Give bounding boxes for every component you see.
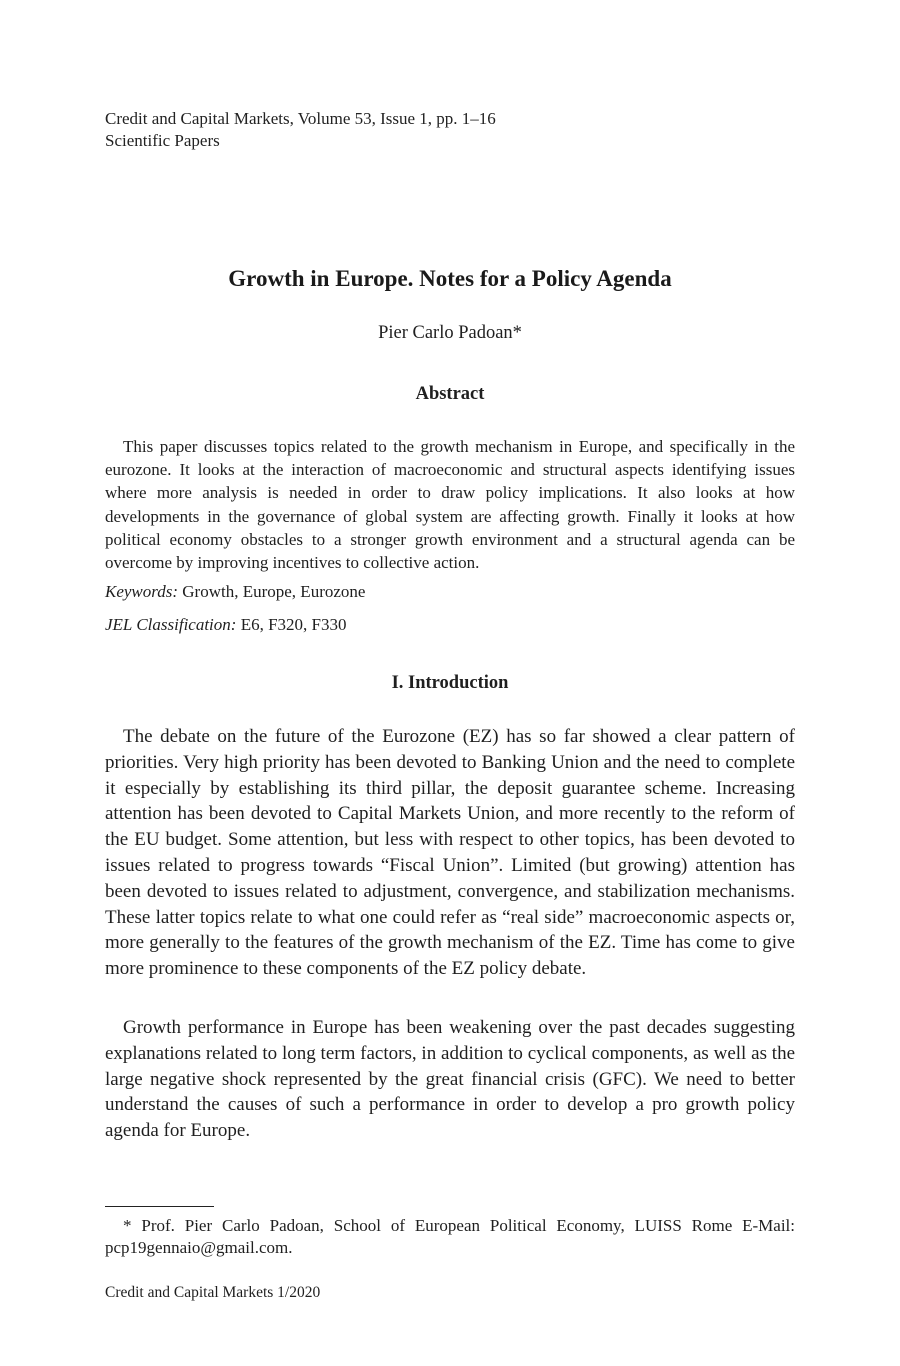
jel-value: E6, F320, F330: [236, 615, 347, 634]
keywords-value: Growth, Europe, Eurozone: [178, 582, 366, 601]
author-name: Pier Carlo Padoan*: [378, 323, 522, 343]
page-footer: Credit and Capital Markets 1/2020: [105, 1284, 321, 1301]
section-heading-introduction: I. Introduction: [391, 673, 509, 693]
abstract-heading: Abstract: [415, 384, 485, 404]
jel-classification-line: [105, 614, 795, 636]
abstract-text: This paper discusses topics related to the growth mechanism in Europe, and specifically in the eurozone. It looks at the interaction of macroeconomic and structural aspects identifying issues where more analysis is needed in order to draw policy implications. It also looks at how developments in the governance of global system are affecting growth. Finally it looks at how political economy obstacles to a stronger growth environment and a structural agenda can be overcome by improving incentives to collective action.: [105, 437, 795, 573]
body-paragraph: The debate on the future of the Eurozone (EZ) has so far showed a clear pattern of priorities. Very high priority has been devoted to Banking Union and the need to complete it especially by establishing its third pillar, the deposit guarantee scheme. Increasing attention has been devoted to Capital Markets Union, and more recently to the reform of the EU budget. Some attention, but less with respect to other topics, has been devoted to issues related to progress towards “Fiscal Union”. Limited (but growing) attention has been devoted to issues related to adjustment, convergence, and stabilization mechanisms. These latter topics relate to what one could refer as “real side” macroeconomic aspects or, more generally to the features of the growth mechanism of the EZ. Time has come to give more prominence to these components of the EZ policy debate.: [105, 726, 795, 980]
footnote-divider: [105, 1206, 214, 1207]
jel-label: JEL Classification:: [105, 615, 237, 634]
journal-section: Scientific Papers: [105, 131, 220, 150]
keywords-label: Keywords:: [105, 582, 179, 601]
keywords-line: [105, 581, 795, 603]
body-paragraph: Growth performance in Europe has been weakening over the past decades suggesting explanations related to long term factors, in addition to cyclical components, as well as the large negative shock represented by the great financial crisis (GFC). We need to better understand the causes of such a performance in order to develop a pro growth policy agenda for Europe.: [105, 1017, 795, 1142]
journal-citation: Credit and Capital Markets, Volume 53, Issue 1, pp. 1–16: [105, 109, 496, 128]
journal-header: [105, 108, 496, 152]
paper-title: Growth in Europe. Notes for a Policy Agenda: [228, 266, 672, 291]
author-footnote: * Prof. Pier Carlo Padoan, School of European Political Economy, LUISS Rome E-Mail: pcp19gennaio@gmail.com.: [105, 1216, 795, 1257]
